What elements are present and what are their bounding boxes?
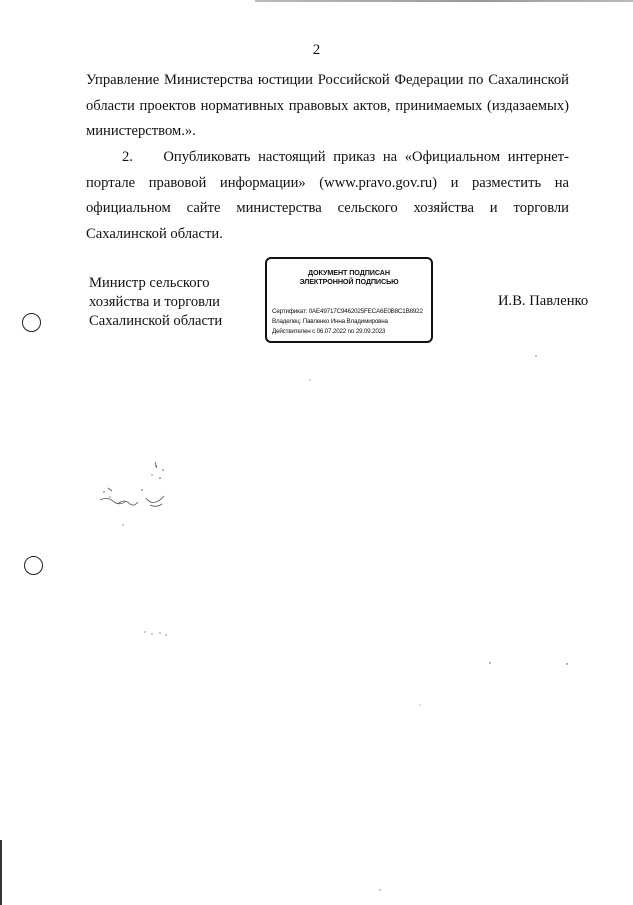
paragraph-continuation: Управление Министерства юстиции Российской Федерации по Сахалинской области проектов нормативных правовых актов, принимаемых (издазаемых) министерством.».: [86, 72, 569, 139]
stamp-title-line: ЭЛЕКТРОННОЙ ПОДПИСЬЮ: [299, 277, 399, 286]
signer-name: И.В. Павленко: [498, 293, 589, 309]
stamp-title-line: ДОКУМЕНТ ПОДПИСАН: [308, 268, 390, 277]
signer-position-line: Сахалинской области: [89, 313, 223, 329]
stamp-validity: Действителен с 06.07.2022 по 29.09.2023: [272, 328, 386, 335]
stamp-owner: Владелец: Павленко Инна Владимировна: [272, 318, 388, 325]
signer-position-line: хозяйства и торговли: [89, 294, 220, 310]
page-number: 2: [312, 42, 321, 58]
signer-position-line: Министр сельского: [89, 275, 210, 291]
stamp-certificate: Сертификат: 0AE49717C9462025FECA6E0B8C1B8922: [272, 308, 423, 315]
paragraph-publication-order: 2. Опубликовать настоящий приказ на «Официальном интернет-портале правовой информации» (www.pravo.gov.ru) и разместить на официальном сайте министерства сельского хозяйства и торговли Сахалинской области.: [86, 149, 569, 242]
